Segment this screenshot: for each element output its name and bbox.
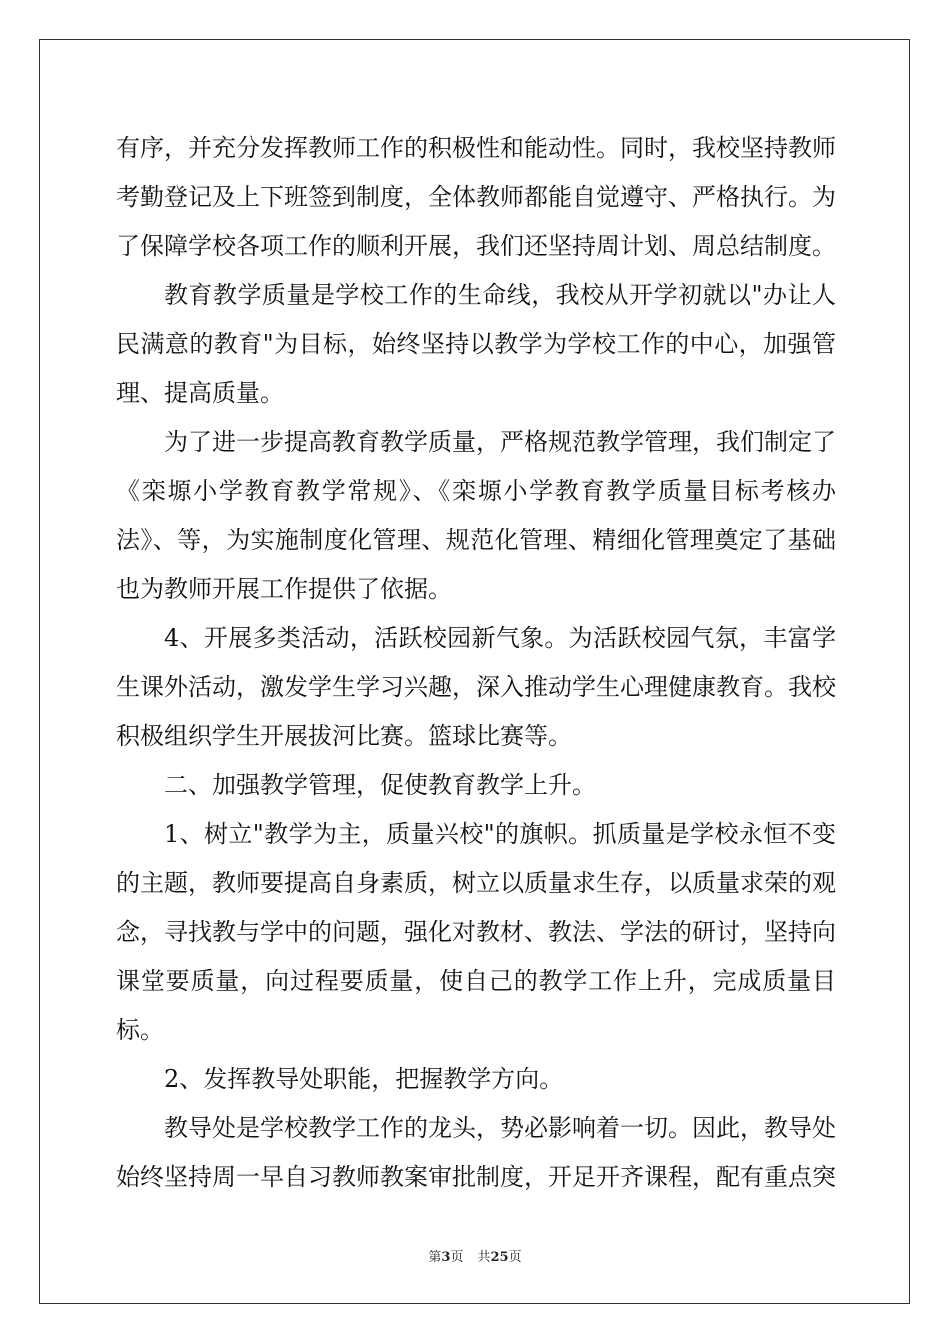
page-number: 3 xyxy=(441,1250,451,1265)
subheading-2: 2、发挥教导处职能，把握教学方向。 xyxy=(164,1065,564,1093)
page-footer xyxy=(0,1246,950,1265)
total-prefix: 共 xyxy=(477,1250,491,1265)
page-prefix: 第 xyxy=(428,1250,442,1265)
page-suffix: 页 xyxy=(450,1250,464,1265)
total-suffix: 页 xyxy=(508,1250,522,1265)
paragraph-4: 4、开展多类活动，活跃校园新气象。为活跃校园气氛，丰富学生课外活动，激发学生学习兴趣，深入推动学生心理健康教育。我校积极组织学生开展拔河比赛。篮球比赛等。 xyxy=(116,624,836,750)
paragraph-3: 为了进一步提高教育教学质量，严格规范教学管理，我们制定了《栾塬小学教育教学常规》、《栾塬小学教育教学质量目标考核办法》、等，为实施制度化管理、规范化管理、精细化管理奠定了基础也为教师开展工作提供了依据。 xyxy=(116,428,836,603)
paragraph-1: 有序，并充分发挥教师工作的积极性和能动性。同时，我校坚持教师考勤登记及上下班签到制度，全体教师都能自觉遵守、严格执行。为了保障学校各项工作的顺利开展，我们还坚持周计划、周总结制度。 xyxy=(116,134,836,260)
paragraph-8: 教导处是学校教学工作的龙头，势必影响着一切。因此，教导处始终坚持周一早自习教师教案审批制度，开足开齐课程，配有重点突 xyxy=(116,1114,836,1191)
paragraph-6: 1、树立"教学为主，质量兴校"的旗帜。抓质量是学校永恒不变的主题，教师要提高自身素质，树立以质量求生存，以质量求荣的观念，寻找教与学中的问题，强化对教材、教法、学法的研讨，坚持向课堂要质量，向过程要质量，使自己的教学工作上升，完成质量目标。 xyxy=(116,820,836,1044)
paragraph-2: 教育教学质量是学校工作的生命线，我校从开学初就以"办让人民满意的教育"为目标，始终坚持以教学为学校工作的中心，加强管理、提高质量。 xyxy=(116,281,836,407)
total-pages: 25 xyxy=(490,1250,509,1265)
document-body xyxy=(116,124,836,1202)
section-heading-2: 二、加强教学管理，促使教育教学上升。 xyxy=(164,771,596,799)
